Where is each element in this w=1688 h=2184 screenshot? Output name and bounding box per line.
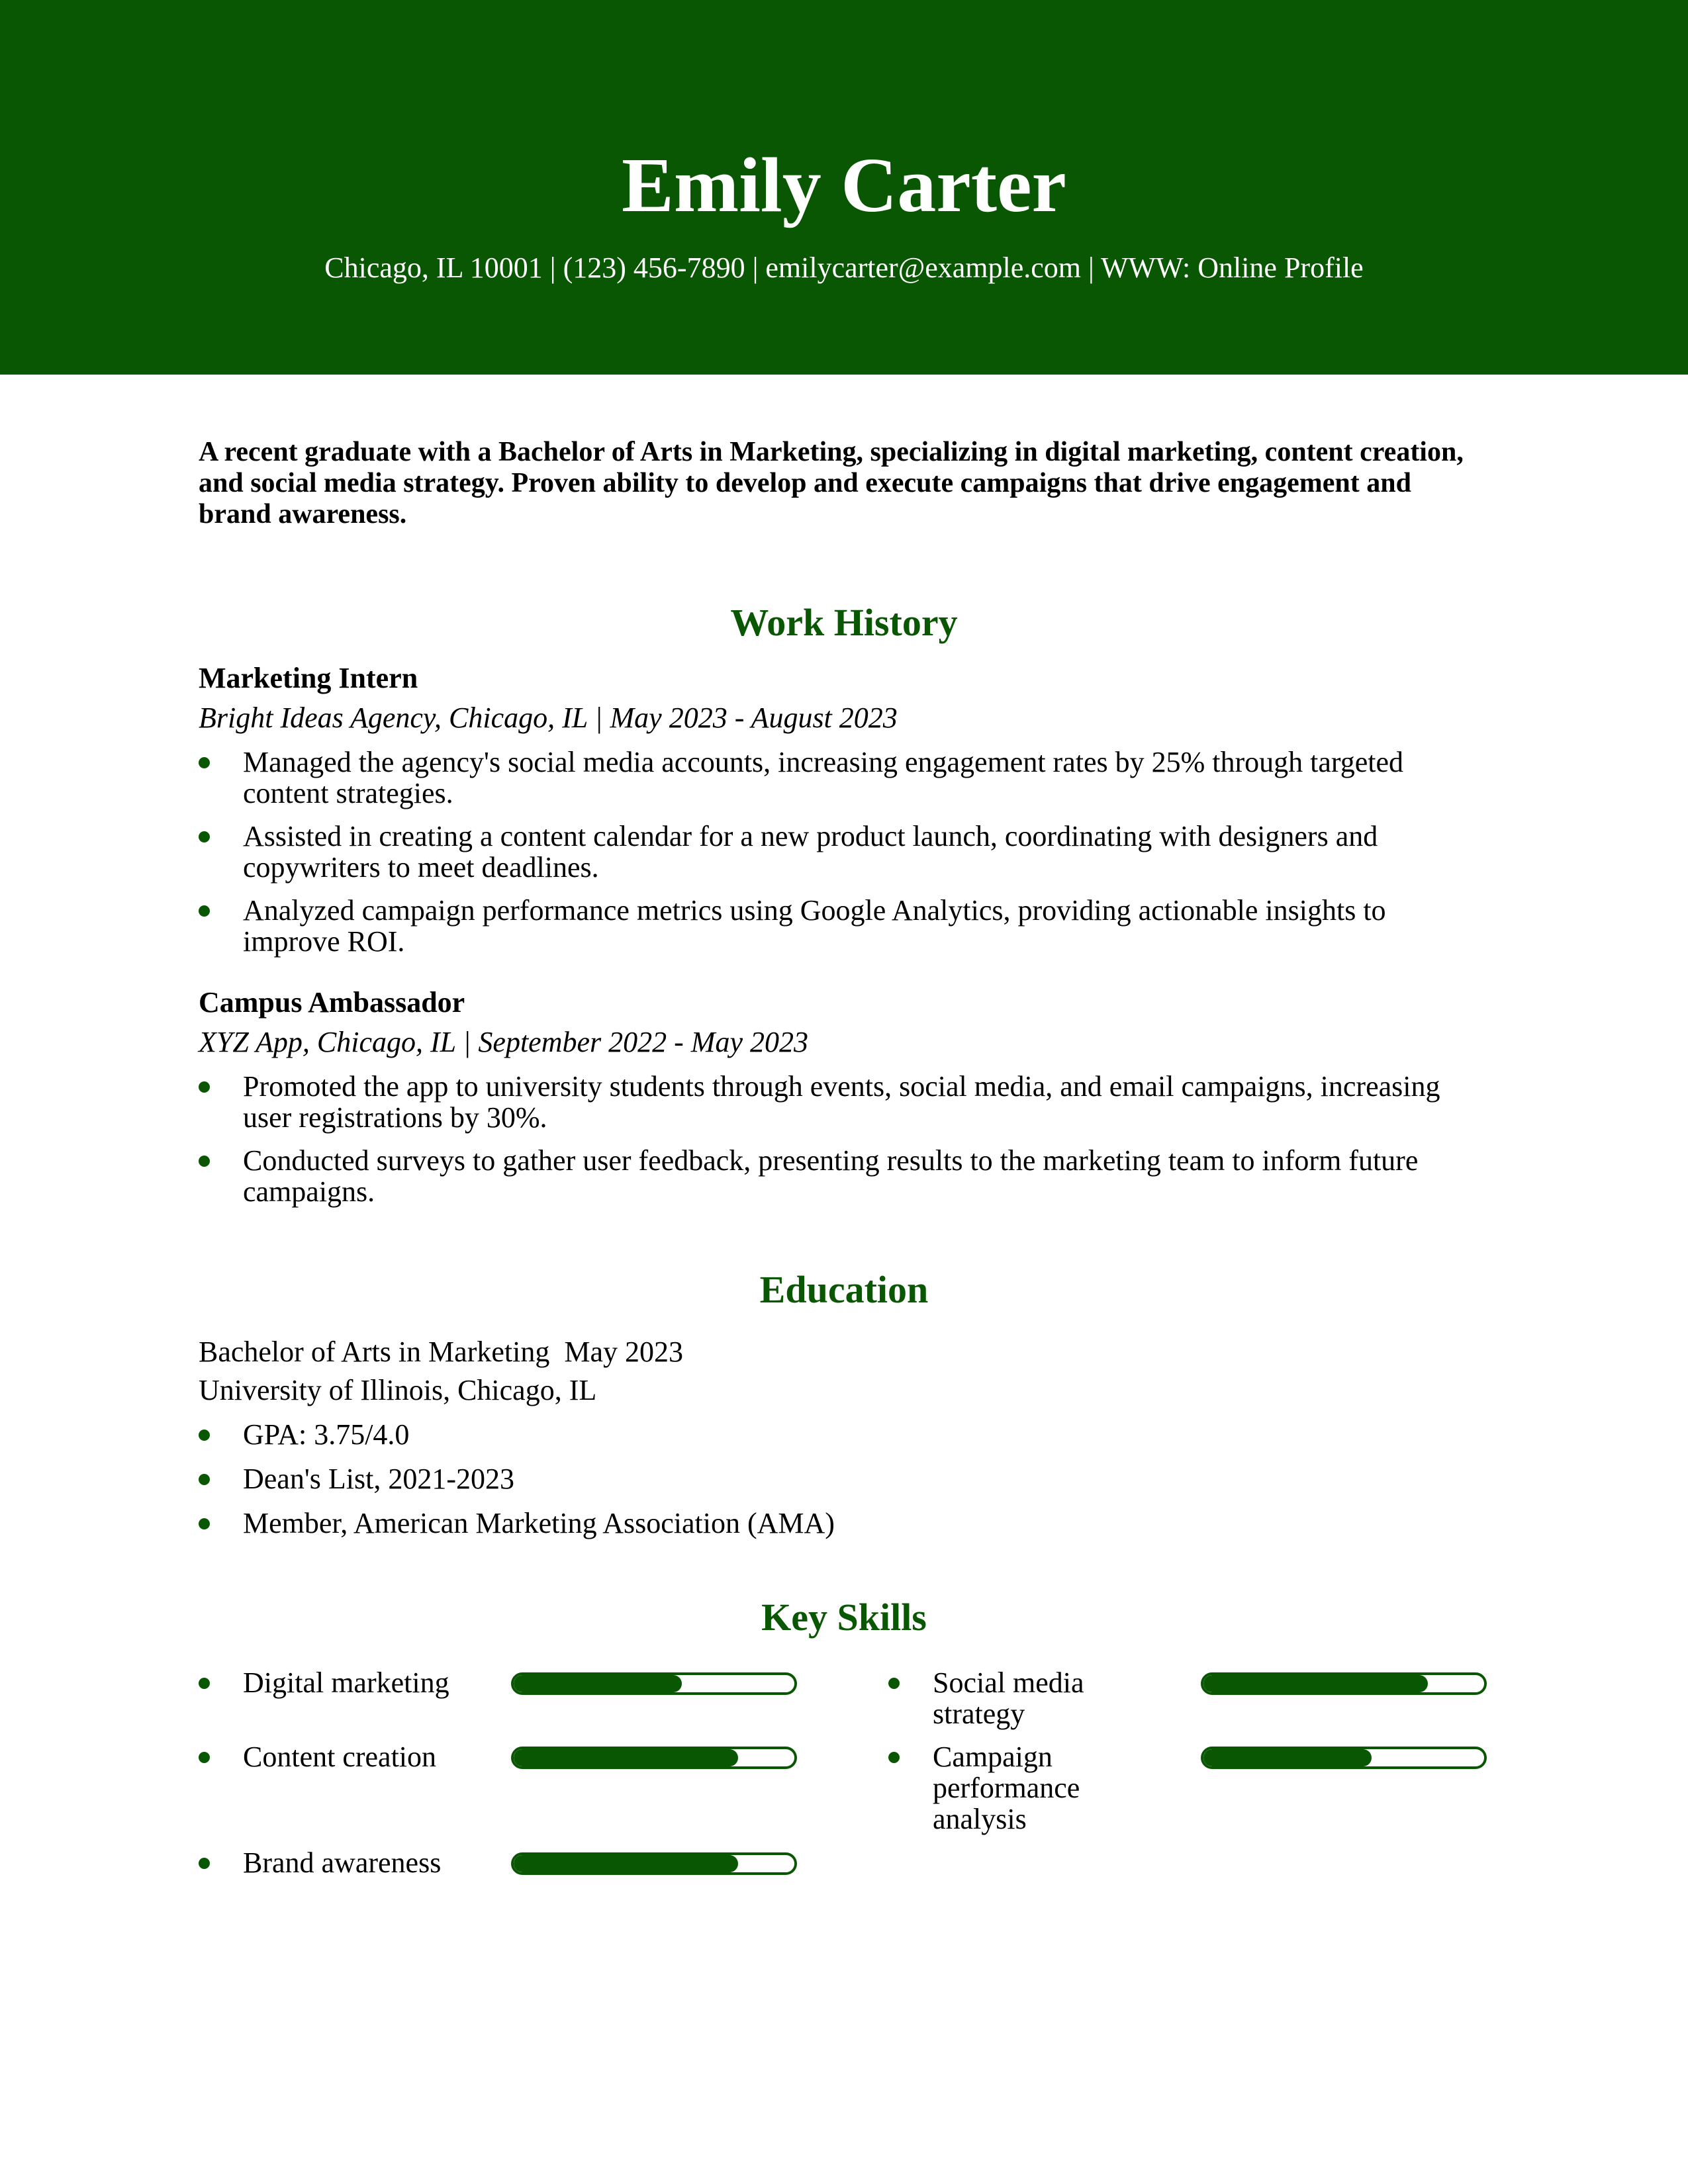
professional-summary: A recent graduate with a Bachelor of Arts in Marketing, specializing in digital marketing, content creation, and social media strategy. Proven ability to develop and execute campaigns that drive engagement and brand awareness. <box>199 437 1464 529</box>
skill-level-bar <box>1201 1747 1487 1769</box>
skill-level-fill <box>514 1749 738 1766</box>
candidate-name: Emily Carter <box>622 142 1066 228</box>
skill-level-fill <box>514 1855 738 1872</box>
work-history-heading: Work History <box>730 601 958 644</box>
skill-label: Content creation <box>243 1741 437 1773</box>
list-item: Analyzed campaign performance metrics using Google Analytics, providing actionable insights to improve ROI. <box>199 895 1489 957</box>
skill-label: Digital marketing <box>243 1666 449 1699</box>
bullet-icon <box>888 1678 900 1689</box>
skills-grid <box>199 1667 1489 1945</box>
list-item: Dean's List, 2021-2023 <box>199 1463 1489 1494</box>
list-item: GPA: 3.75/4.0 <box>199 1419 1489 1450</box>
bullet-icon <box>199 1678 210 1689</box>
job-entry <box>199 662 1489 957</box>
education-heading: Education <box>759 1268 929 1311</box>
skill-level-bar <box>511 1852 797 1875</box>
bullet-icon <box>199 1752 210 1763</box>
degree-line: Bachelor of Arts in Marketing May 2023 <box>199 1336 683 1368</box>
job-bullets <box>199 747 1489 957</box>
skill-label: Brand awareness <box>243 1846 442 1879</box>
contact-line: Chicago, IL 10001 | (123) 456-7890 | emilycarter@example.com | WWW: Online Profile <box>324 251 1364 284</box>
skill-level-bar <box>1201 1672 1487 1695</box>
job-bullets <box>199 1071 1489 1207</box>
resume-header <box>0 0 1688 375</box>
skill-label: Campaign performance analysis <box>933 1741 1080 1835</box>
job-title: Marketing Intern <box>199 662 418 694</box>
skill-label: Social media strategy <box>933 1666 1084 1730</box>
job-title: Campus Ambassador <box>199 986 465 1019</box>
education-bullets <box>199 1419 1489 1539</box>
job-entry <box>199 986 1489 1207</box>
list-item: Conducted surveys to gather user feedback, presenting results to the marketing team to inform future campaigns. <box>199 1145 1489 1207</box>
skill-level-fill <box>1203 1675 1428 1692</box>
education-entry <box>199 1336 1489 1539</box>
skill-level-bar <box>511 1672 797 1695</box>
list-item: Member, American Marketing Association (AMA) <box>199 1508 1489 1539</box>
school-line: University of Illinois, Chicago, IL <box>199 1374 597 1406</box>
skill-level-bar <box>511 1747 797 1769</box>
bullet-icon <box>199 1858 210 1869</box>
bullet-icon <box>888 1752 900 1763</box>
list-item: Managed the agency's social media accounts, increasing engagement rates by 25% through targeted content strategies. <box>199 747 1489 809</box>
resume-body <box>199 437 1489 1945</box>
list-item: Assisted in creating a content calendar for a new product launch, coordinating with designers and copywriters to meet deadlines. <box>199 821 1489 883</box>
skill-level-fill <box>1203 1749 1372 1766</box>
job-meta: Bright Ideas Agency, Chicago, IL | May 2023 - August 2023 <box>199 702 898 734</box>
job-meta: XYZ App, Chicago, IL | September 2022 - May 2023 <box>199 1026 808 1058</box>
skill-level-fill <box>514 1675 682 1692</box>
key-skills-heading: Key Skills <box>761 1596 927 1639</box>
list-item: Promoted the app to university students through events, social media, and email campaigns, increasing user registrations by 30%. <box>199 1071 1489 1133</box>
